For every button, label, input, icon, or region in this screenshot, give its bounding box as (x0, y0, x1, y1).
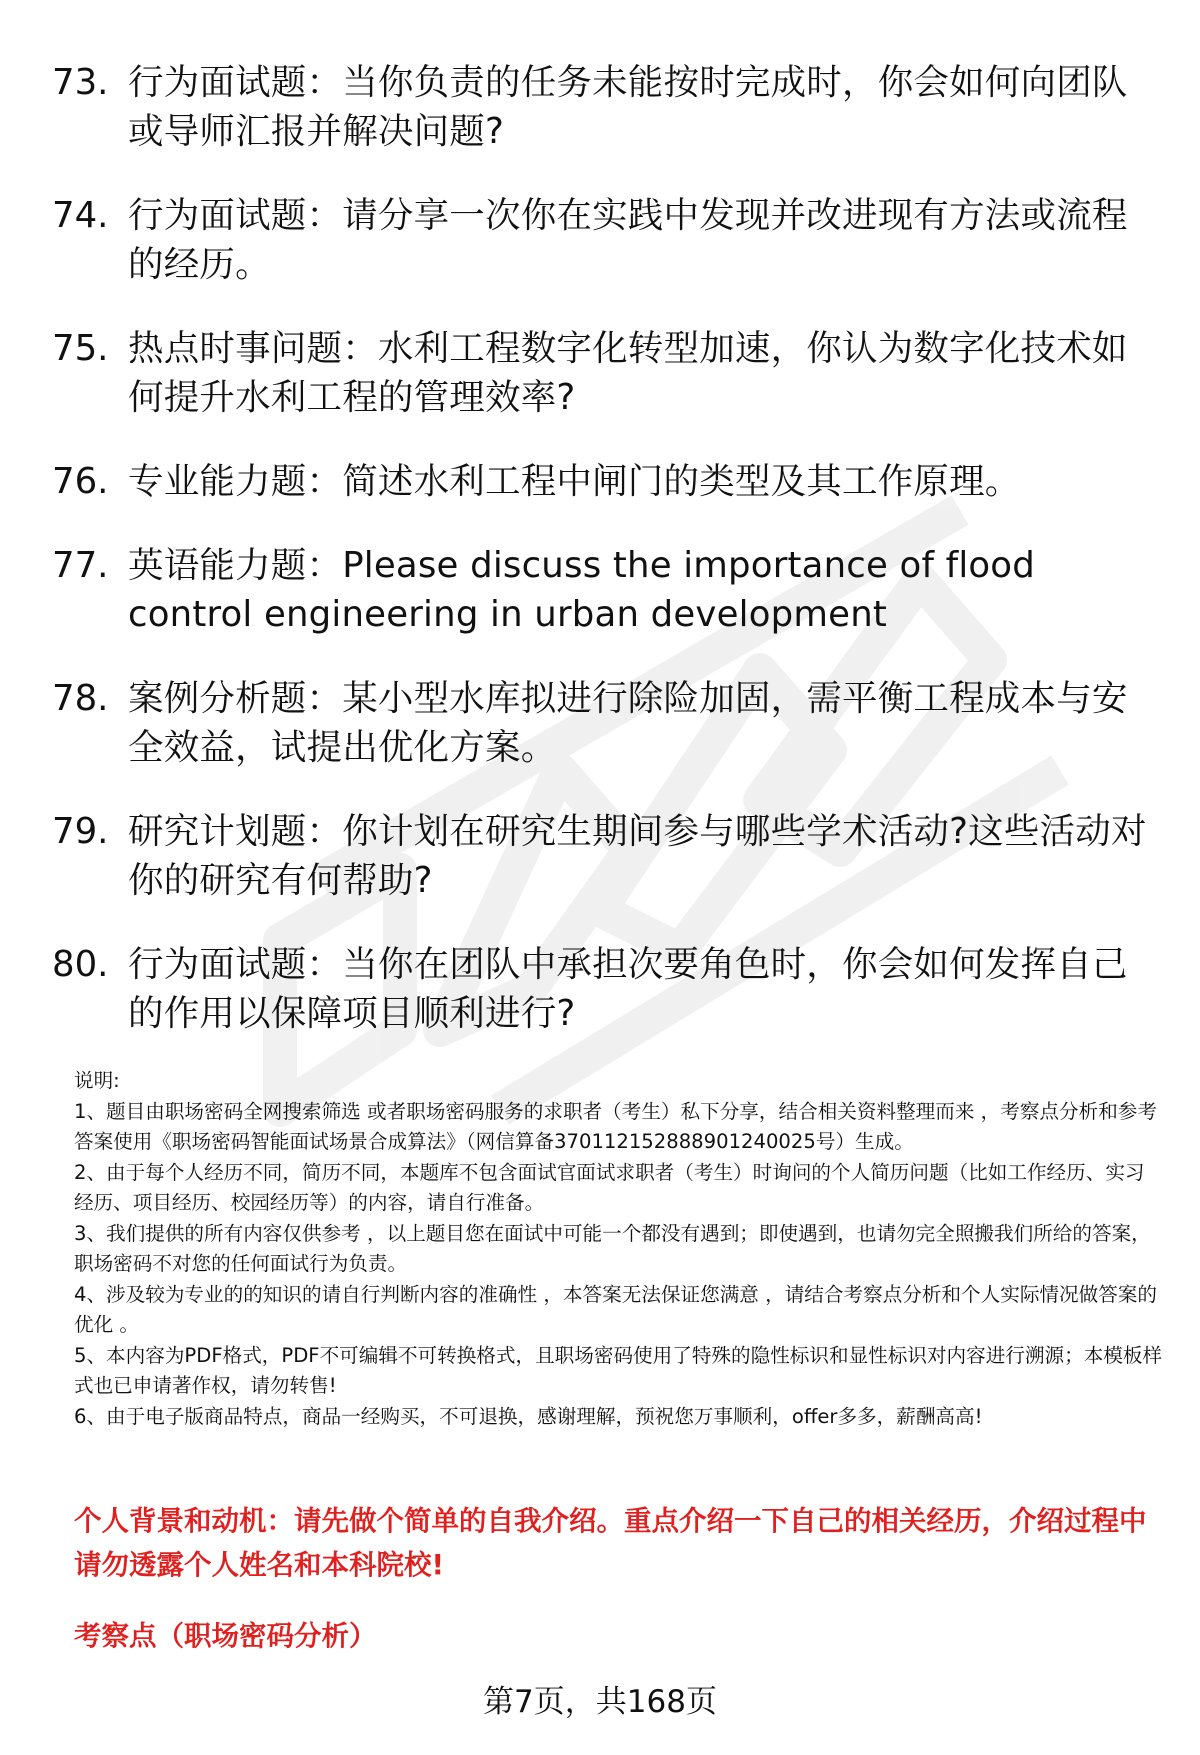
question-item (52, 940, 1152, 1038)
question-number: 76. (52, 461, 109, 502)
question-number: 74. (52, 195, 109, 236)
page-footer: 第7页，共168页 (483, 1684, 717, 1720)
question-item (52, 191, 1152, 289)
question-item (52, 541, 1152, 639)
analysis-heading: 考察点（职场密码分析） (74, 1620, 377, 1652)
question-number: 78. (52, 678, 109, 719)
question-text: 行为面试题：当你在团队中承担次要角色时，你会如何发挥自己的作用以保障项目顺利进行? (128, 944, 1128, 1034)
question-number: 79. (52, 811, 109, 852)
note-item: 2、由于每个人经历不同，简历不同，本题库不包含面试官面试求职者（考生）时询问的个人简历问题（比如工作经历、实习经历、项目经历、校园经历等）的内容，请自行准备。 (74, 1160, 1145, 1214)
question-item (52, 807, 1152, 905)
notes-heading: 说明: (74, 1069, 120, 1092)
question-number: 75. (52, 328, 109, 369)
note-item: 4、涉及较为专业的的知识的请自行判断内容的准确性 ，本答案无法保证您满意 ，请结合考察点分析和个人实际情况做答案的优化 。 (74, 1282, 1157, 1336)
note-item: 6、由于电子版商品特点，商品一经购买，不可退换，感谢理解，预祝您万事顺利，offer多多，薪酬高高! (74, 1404, 983, 1428)
question-text: 研究计划题：你计划在研究生期间参与哪些学术活动?这些活动对你的研究有何帮助? (128, 811, 1147, 901)
question-item (52, 674, 1152, 772)
note-item: 1、题目由职场密码全网搜索筛选 或者职场密码服务的求职者（考生）私下分享，结合相关资料整理而来 ，考察点分析和参考答案使用《职场密码智能面试场景合成算法》（网信算备370112152888901240025号）生成。 (74, 1099, 1157, 1153)
question-text: 行为面试题：请分享一次你在实践中发现并改进现有方法或流程的经历。 (128, 195, 1128, 285)
question-item (52, 324, 1152, 422)
question-number: 73. (52, 62, 109, 103)
question-number: 80. (52, 944, 109, 985)
intro-question: 个人背景和动机：请先做个简单的自我介绍。重点介绍一下自己的相关经历，介绍过程中请勿透露个人姓名和本科院校! (74, 1505, 1147, 1581)
question-text: 行为面试题：当你负责的任务未能按时完成时，你会如何向团队或导师汇报并解决问题? (128, 62, 1128, 152)
question-list (52, 58, 1152, 1073)
question-text: 案例分析题：某小型水库拟进行除险加固，需平衡工程成本与安全效益，试提出优化方案。 (128, 678, 1128, 768)
question-text: 专业能力题：简述水利工程中闸门的类型及其工作原理。 (128, 461, 1021, 502)
note-item: 3、我们提供的所有内容仅供参考 ，以上题目您在面试中可能一个都没有遇到；即使遇到，也请勿完全照搬我们所给的答案，职场密码不对您的任何面试行为负责。 (74, 1221, 1151, 1275)
question-text: 热点时事问题：水利工程数字化转型加速，你认为数字化技术如何提升水利工程的管理效率? (128, 328, 1128, 418)
question-number: 77. (52, 545, 109, 586)
question-text: 英语能力题：Please discuss the importance of flood control engineering in urban development (128, 545, 1035, 635)
notes-section (74, 1066, 1164, 1432)
question-item (52, 58, 1152, 156)
note-item: 5、本内容为PDF格式，PDF不可编辑不可转换格式，且职场密码使用了特殊的隐性标识和显性标识对内容进行溯源；本模板样式也已申请著作权，请勿转售! (74, 1343, 1163, 1397)
question-item (52, 457, 1152, 506)
